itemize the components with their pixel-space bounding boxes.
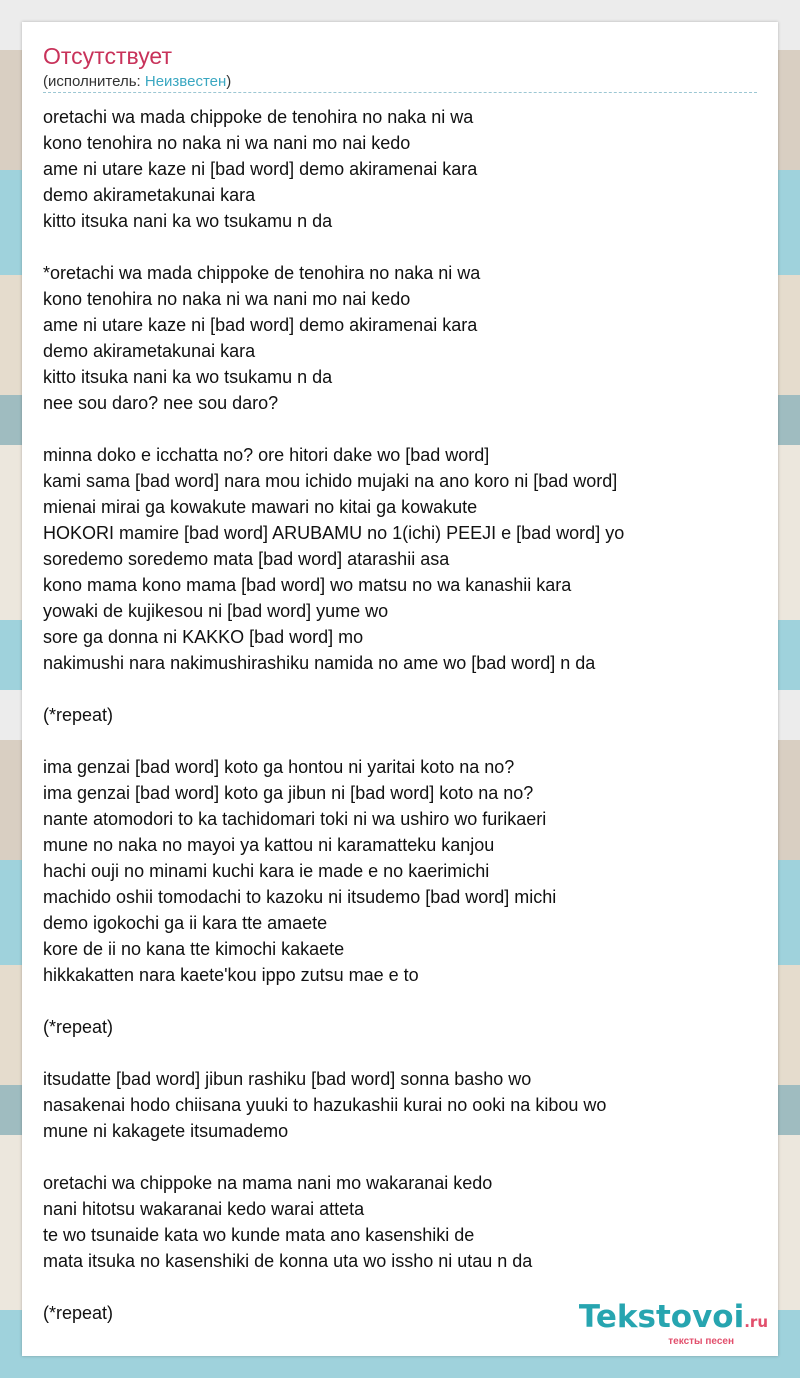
blank-line	[43, 234, 624, 260]
lyric-line: HOKORI mamire [bad word] ARUBAMU no 1(ichi) PEEJI e [bad word] yo	[43, 523, 625, 543]
blank-line	[43, 1040, 624, 1066]
lyric-line: itsudatte [bad word] jibun rashiku [bad word] sonna basho wo	[43, 1069, 532, 1089]
lyric-line: nakimushi nara nakimushirashiku namida no ame wo [bad word] n da	[43, 653, 596, 673]
lyric-line: machido oshii tomodachi to kazoku ni itsudemo [bad word] michi	[43, 887, 557, 907]
lyric-line: kitto itsuka nani ka wo tsukamu n da	[43, 211, 333, 231]
blank-line	[43, 988, 624, 1014]
logo-name: Tekstovoi	[578, 1299, 745, 1335]
lyric-line: hikkakatten nara kaete'kou ippo zutsu mae e to	[43, 965, 419, 985]
lyric-line: ame ni utare kaze ni [bad word] demo akiramenai kara	[43, 315, 478, 335]
logo-tld: .ru	[744, 1313, 768, 1331]
lyric-line: yowaki de kujikesou ni [bad word] yume wo	[43, 601, 389, 621]
lyric-line: kitto itsuka nani ka wo tsukamu n da	[43, 367, 333, 387]
site-logo[interactable]	[579, 1300, 768, 1348]
lyrics-text	[43, 104, 624, 1326]
lyric-line: demo igokochi ga ii kara tte amaete	[43, 913, 328, 933]
lyric-line: kono tenohira no naka ni wa nani mo nai kedo	[43, 133, 411, 153]
lyric-line: mune ni kakagete itsumademo	[43, 1121, 289, 1141]
lyric-line: ame ni utare kaze ni [bad word] demo akiramenai kara	[43, 159, 478, 179]
lyric-line: sore ga donna ni KAKKO [bad word] mo	[43, 627, 364, 647]
lyric-line: nee sou daro? nee sou daro?	[43, 393, 279, 413]
lyric-line: mienai mirai ga kowakute mawari no kitai ga kowakute	[43, 497, 478, 517]
lyric-line: hachi ouji no minami kuchi kara ie made e no kaerimichi	[43, 861, 490, 881]
lyric-line: ima genzai [bad word] koto ga jibun ni [bad word] koto na no?	[43, 783, 534, 803]
artist-prefix: (исполнитель:	[43, 73, 145, 90]
lyric-line: (*repeat)	[43, 705, 114, 725]
artist-line	[43, 73, 231, 91]
lyric-line: demo akirametakunai kara	[43, 341, 256, 361]
lyric-line: mune no naka no mayoi ya kattou ni karamatteku kanjou	[43, 835, 495, 855]
lyric-line: (*repeat)	[43, 1017, 114, 1037]
lyric-line: te wo tsunaide kata wo kunde mata ano kasenshiki de	[43, 1225, 475, 1245]
blank-line	[43, 676, 624, 702]
lyric-line: soredemo soredemo mata [bad word] atarashii asa	[43, 549, 450, 569]
artist-link[interactable]: Неизвестен	[144, 73, 227, 90]
divider	[43, 92, 757, 93]
lyric-line: minna doko e icchatta no? ore hitori dake wo [bad word]	[43, 445, 490, 465]
lyric-line: nasakenai hodo chiisana yuuki to hazukashii kurai no ooki na kibou wo	[43, 1095, 607, 1115]
song-title: Отсутствует	[43, 43, 172, 69]
lyric-line: oretachi wa mada chippoke de tenohira no naka ni wa	[43, 107, 474, 127]
blank-line	[43, 416, 624, 442]
blank-line	[43, 1274, 624, 1300]
lyric-line: demo akirametakunai kara	[43, 185, 256, 205]
lyric-line: nante atomodori to ka tachidomari toki ni wa ushiro wo furikaeri	[43, 809, 547, 829]
lyric-line: ima genzai [bad word] koto ga hontou ni yaritai koto na no?	[43, 757, 515, 777]
lyric-line: (*repeat)	[43, 1303, 114, 1323]
lyric-line: mata itsuka no kasenshiki de konna uta wo issho ni utau n da	[43, 1251, 533, 1271]
lyric-line: kono tenohira no naka ni wa nani mo nai kedo	[43, 289, 411, 309]
lyric-line: oretachi wa chippoke na mama nani mo wakaranai kedo	[43, 1173, 493, 1193]
lyric-line: nani hitotsu wakaranai kedo warai atteta	[43, 1199, 365, 1219]
lyric-line: *oretachi wa mada chippoke de tenohira no naka ni wa	[43, 263, 481, 283]
blank-line	[43, 1144, 624, 1170]
artist-suffix: )	[226, 73, 232, 90]
blank-line	[43, 728, 624, 754]
lyric-line: kami sama [bad word] nara mou ichido mujaki na ano koro ni [bad word]	[43, 471, 618, 491]
logo-tagline: тексты песен	[668, 1336, 734, 1347]
lyrics-card	[22, 22, 778, 1356]
lyric-line: kore de ii no kana tte kimochi kakaete	[43, 939, 345, 959]
lyric-line: kono mama kono mama [bad word] wo matsu no wa kanashii kara	[43, 575, 572, 595]
